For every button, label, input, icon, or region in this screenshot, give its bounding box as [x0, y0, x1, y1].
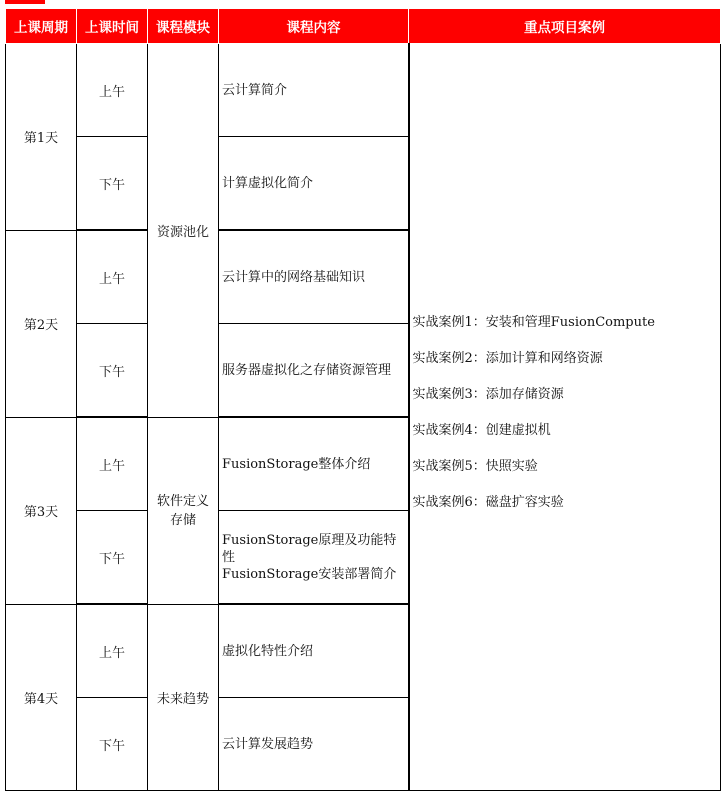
header-time: 上课时间: [77, 9, 148, 44]
content-line: FusionStorage原理及功能特性: [222, 532, 397, 565]
header-content: 课程内容: [219, 9, 409, 44]
day-3-am: 上午: [77, 417, 148, 511]
day-2-pm: 下午: [77, 324, 148, 418]
content-cell: 云计算简介: [219, 44, 409, 137]
case-item-5: 实战案例5：快照实验: [412, 459, 538, 474]
content-cell: 虚拟化特性介绍: [219, 604, 409, 698]
top-edge-mark: [5, 0, 45, 4]
case-item-4: 实战案例4：创建虚拟机: [412, 423, 551, 438]
header-row: [6, 9, 721, 44]
header-module: 课程模块: [148, 9, 219, 44]
content-cell: 计算虚拟化简介: [219, 137, 409, 231]
case-item-6: 实战案例6：磁盘扩容实验: [412, 495, 564, 510]
day-1-pm: 下午: [77, 137, 148, 231]
module-software-defined-storage: [148, 417, 219, 604]
case-item-1: 实战案例1：安装和管理FusionCompute: [412, 315, 655, 330]
content-cell: 服务器虚拟化之存储资源管理: [219, 324, 409, 418]
course-schedule: [5, 8, 721, 791]
content-cell: FusionStorage整体介绍: [219, 417, 409, 511]
header-period: 上课周期: [6, 9, 77, 44]
table-row: [6, 44, 721, 137]
day-4-cell: 第4天: [6, 604, 77, 791]
case-item-2: 实战案例2：添加计算和网络资源: [412, 351, 603, 366]
day-4-pm: 下午: [77, 698, 148, 791]
cases-cell: [409, 44, 721, 791]
content-cell: [219, 511, 409, 605]
day-1-cell: 第1天: [6, 44, 77, 231]
content-line: FusionStorage安装部署简介: [222, 566, 397, 582]
module-resource-pooling: 资源池化: [148, 44, 219, 418]
content-cell: 云计算发展趋势: [219, 698, 409, 791]
module-label: 软件定义存储: [156, 493, 209, 528]
case-item-3: 实战案例3：添加存储资源: [412, 387, 564, 402]
header-cases: 重点项目案例: [409, 9, 721, 44]
content-cell: 云计算中的网络基础知识: [219, 230, 409, 324]
day-2-cell: 第2天: [6, 230, 77, 417]
schedule-table: [5, 8, 721, 791]
day-2-am: 上午: [77, 230, 148, 324]
day-4-am: 上午: [77, 604, 148, 698]
day-1-am: 上午: [77, 44, 148, 137]
day-3-pm: 下午: [77, 511, 148, 605]
day-3-cell: 第3天: [6, 417, 77, 604]
module-future-trends: 未来趋势: [148, 604, 219, 791]
